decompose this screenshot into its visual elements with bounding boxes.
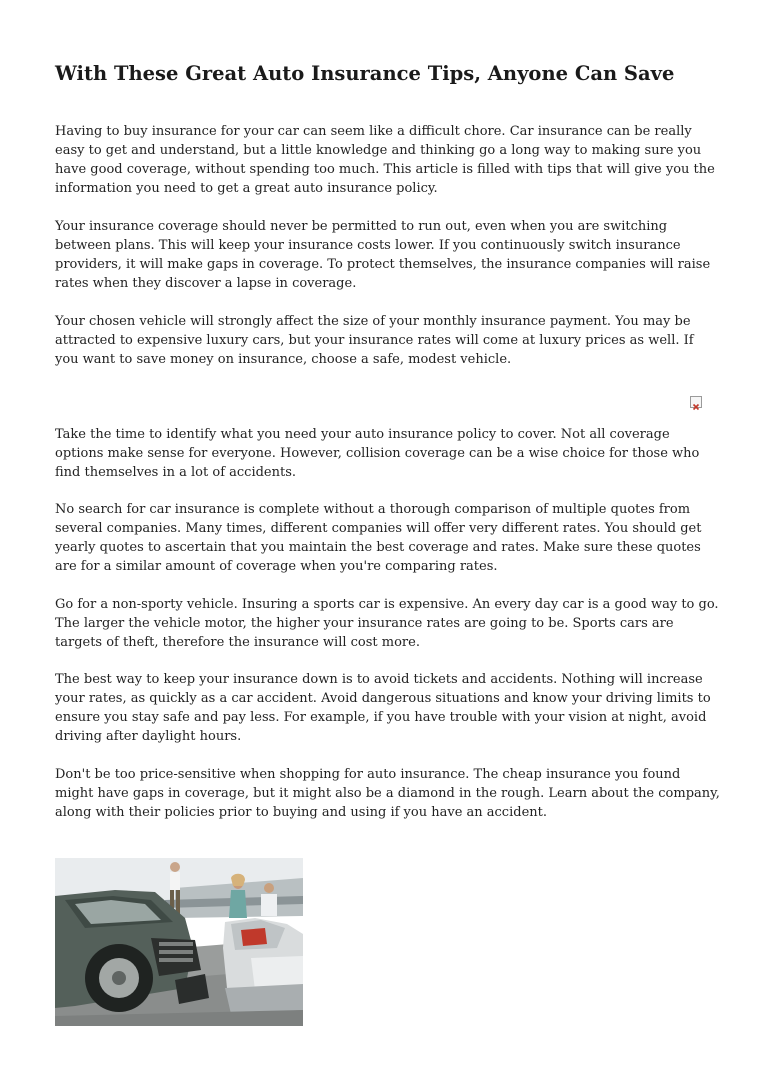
paragraph-vehicle-choice: Your chosen vehicle will strongly affect the size of your monthly insurance payment. You may be attracted to expensive luxury cars, but your insurance rates will come at luxury prices as well. If you want to save money on insurance, choose a safe, modest vehicle. [55, 314, 694, 367]
broken-image-icon [690, 396, 702, 408]
paragraph-avoid-accidents: The best way to keep your insurance down is to avoid tickets and accidents. Nothing will increase your rates, as quickly as a car accident. Avoid dangerous situations and know your driving limits to ensure you stay safe and pay less. For example, if you have trouble with your vision at night, avoid driving after daylight hours. [55, 672, 711, 744]
paragraph-compare-quotes: No search for car insurance is complete without a thorough comparison of multiple quotes from several companies. Many times, different companies will offer very different rates. You should get yearly quotes to ascertain that you maintain the best coverage and rates. Make sure these quotes are for a similar amount of coverage when you're comparing rates. [55, 502, 702, 574]
paragraph-intro: Having to buy insurance for your car can seem like a difficult chore. Car insurance can be really easy to get and understand, but a little knowledge and thinking go a long way to making sure you have good coverage, without spending too much. This article is filled with tips that will give you the information you need to get a great auto insurance policy. [55, 124, 715, 196]
car-accident-photo [55, 838, 303, 1026]
page-title: With These Great Auto Insurance Tips, Anyone Can Save [55, 62, 675, 85]
paragraph-non-sporty: Go for a non-sporty vehicle. Insuring a sports car is expensive. An every day car is a good way to go. The larger the vehicle motor, the higher your insurance rates are going to be. Sports cars are targets of theft, therefore the insurance will cost more. [55, 597, 719, 650]
paragraph-price-sensitive: Don't be too price-sensitive when shopping for auto insurance. The cheap insurance you found might have gaps in coverage, but it might also be a diamond in the rough. Learn about the company, along with their policies prior to buying and using if you have an accident. [55, 767, 720, 820]
paragraph-identify-needs: Take the time to identify what you need your auto insurance policy to cover. Not all coverage options make sense for everyone. However, collision coverage can be a wise choice for those who find themselves in a lot of accidents. [55, 427, 700, 480]
paragraph-coverage-lapse: Your insurance coverage should never be permitted to run out, even when you are switching between plans. This will keep your insurance costs lower. If you continuously switch insurance providers, it will make gaps in coverage. To protect themselves, the insurance companies will raise rates when they discover a lapse in coverage. [55, 219, 711, 291]
